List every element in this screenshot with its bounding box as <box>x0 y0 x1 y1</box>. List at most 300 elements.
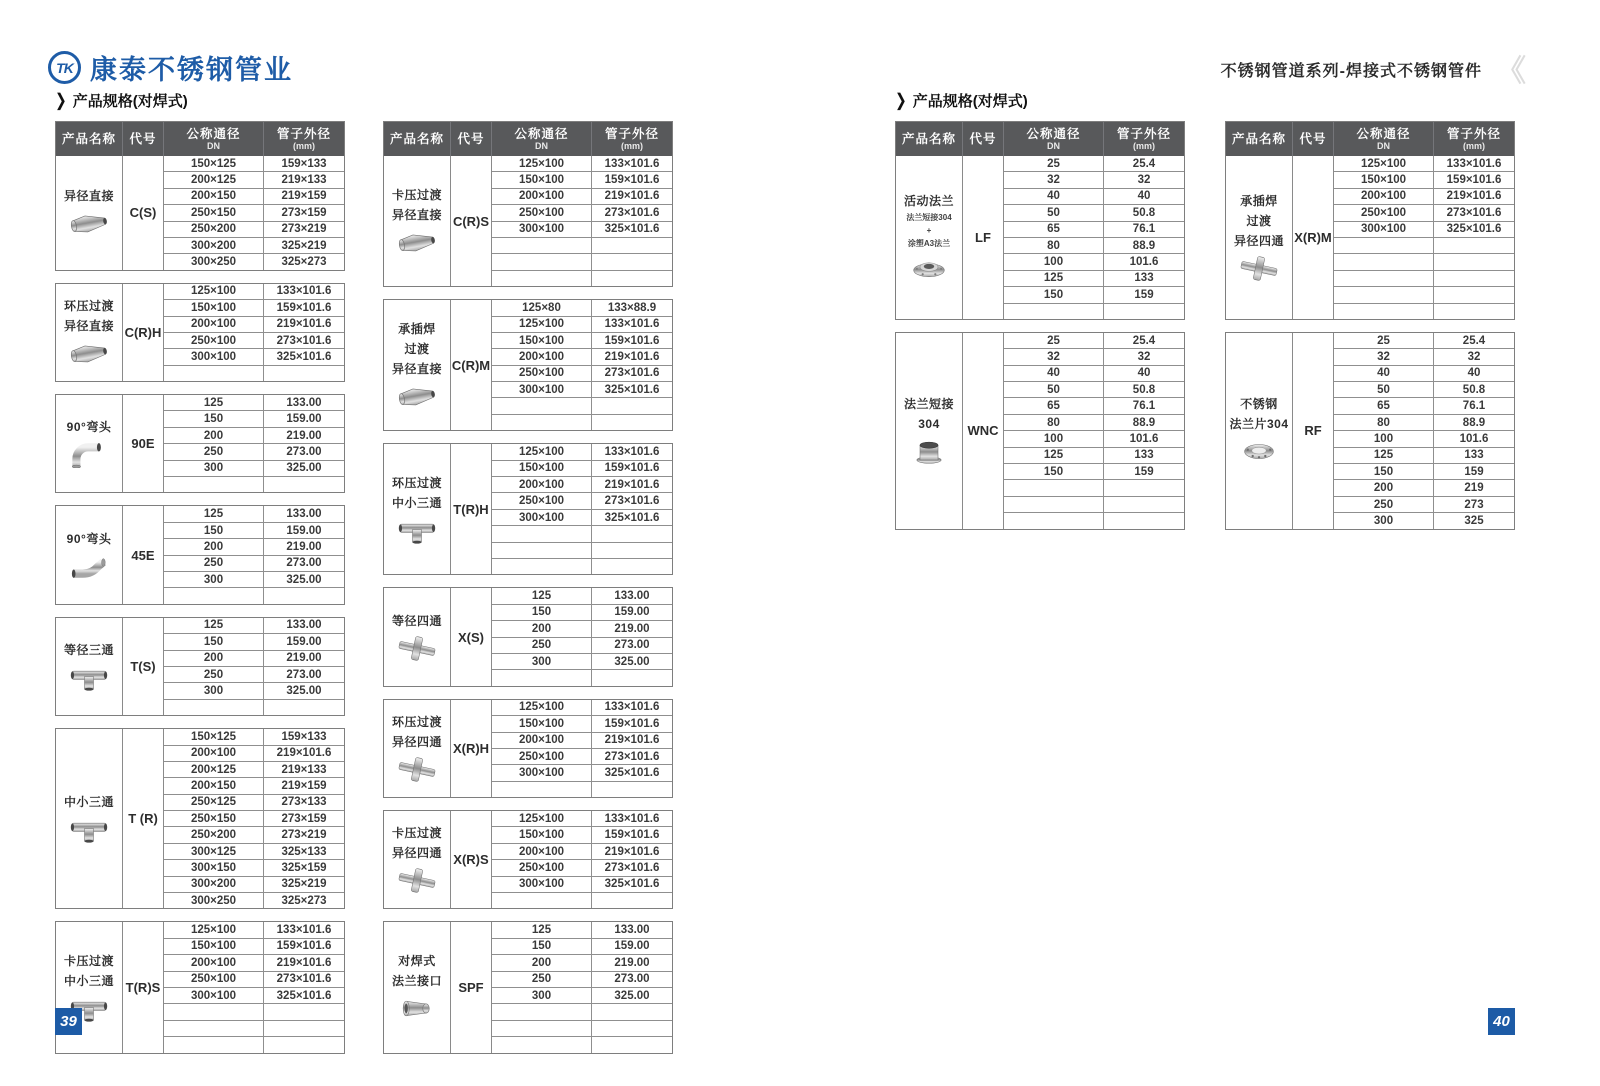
od-value <box>1434 238 1514 253</box>
dn-value: 250×150 <box>164 205 264 220</box>
od-value: 101.6 <box>1129 432 1159 445</box>
socket-flange-icon <box>397 995 437 1022</box>
table-row-empty <box>1334 287 1514 303</box>
product-name: 卡压过渡 <box>63 953 114 968</box>
od-value: 325×219 <box>281 239 327 252</box>
product-name: 等径三通 <box>63 642 114 657</box>
dn-value: 150 <box>1004 287 1104 302</box>
product-header-cell <box>56 122 123 156</box>
table-row-empty <box>492 271 672 286</box>
tee-icon <box>69 816 109 843</box>
od-value: 133 <box>1134 449 1154 462</box>
cross-icon <box>397 635 437 662</box>
dn-value <box>1334 304 1434 319</box>
od-value: 325×101.6 <box>1446 223 1502 236</box>
od-value: 325.00 <box>614 989 650 1002</box>
spec-table-body <box>384 156 672 286</box>
dn-value <box>1334 238 1434 253</box>
od-value: 325 <box>1464 514 1484 527</box>
od-value: 325×101.6 <box>604 223 660 236</box>
header-label: 公称通径 <box>1026 127 1081 141</box>
dn-header-cell <box>1004 122 1104 156</box>
product-name: 中小三通 <box>63 795 114 810</box>
dn-value <box>164 1021 264 1036</box>
product-subtitle: + <box>926 226 932 236</box>
dn-value: 50 <box>1334 382 1434 397</box>
table-row-empty <box>492 543 672 559</box>
page-number-left: 39 <box>55 1008 82 1035</box>
od-value: 159.00 <box>614 606 650 619</box>
code-header-cell <box>1293 122 1334 156</box>
table-row <box>492 477 672 493</box>
od-value: 325.00 <box>286 573 322 586</box>
od-value: 325×101.6 <box>604 511 660 524</box>
od-value: 133 <box>1134 272 1154 285</box>
od-value: 133×101.6 <box>604 157 660 170</box>
od-value: 325.00 <box>286 462 322 475</box>
od-value <box>592 398 672 413</box>
dn-value <box>492 893 592 908</box>
product-cell <box>1226 156 1293 319</box>
dn-value: 300×100 <box>492 510 592 525</box>
dn-value: 250 <box>164 556 264 571</box>
od-value <box>592 1004 672 1019</box>
dn-value: 250×125 <box>164 795 264 810</box>
dn-value: 200×100 <box>164 746 264 761</box>
table-row <box>1004 382 1184 398</box>
dn-value: 65 <box>1334 398 1434 413</box>
table-row <box>1334 349 1514 365</box>
spec-rows <box>492 588 672 685</box>
dn-value: 250×100 <box>492 860 592 875</box>
reducer-icon <box>397 383 437 410</box>
od-value: 88.9 <box>1132 416 1156 429</box>
od-value <box>592 254 672 269</box>
table-row <box>492 765 672 781</box>
table-row <box>164 762 344 778</box>
od-value: 133.00 <box>614 924 650 937</box>
table-row <box>164 411 344 427</box>
product-code: C(S) <box>123 156 164 270</box>
dn-value: 300 <box>164 461 264 476</box>
spec-table <box>55 121 345 271</box>
spec-rows <box>164 156 344 270</box>
od-value <box>592 670 672 685</box>
dn-value: 150 <box>492 939 592 954</box>
spec-table <box>383 699 673 798</box>
table-row <box>1004 349 1184 365</box>
table-row <box>1334 172 1514 188</box>
cross-icon <box>397 867 437 894</box>
spec-table-body <box>56 156 344 270</box>
od-value: 159×101.6 <box>276 940 332 953</box>
product-name: 异径直接 <box>63 318 114 333</box>
od-value: 133 <box>1464 449 1484 462</box>
od-value: 325×273 <box>281 256 327 269</box>
dn-value: 200×100 <box>164 317 264 332</box>
table-row <box>492 172 672 188</box>
table-row <box>1334 333 1514 349</box>
section-title-right-label: 产品规格(对焊式) <box>912 93 1028 110</box>
table-row <box>164 667 344 683</box>
spec-rows <box>164 922 344 1052</box>
product-code: X(R)M <box>1293 156 1334 319</box>
od-value: 76.1 <box>1462 400 1486 413</box>
dn-value: 200×100 <box>492 844 592 859</box>
od-value: 273×101.6 <box>604 495 660 508</box>
product-code: SPF <box>451 922 492 1052</box>
table-row <box>492 749 672 765</box>
table-row <box>1004 254 1184 270</box>
dn-value: 125 <box>1334 448 1434 463</box>
dn-value: 200 <box>492 955 592 970</box>
table-row <box>492 222 672 238</box>
spec-table-body <box>56 506 344 603</box>
od-value: 273×219 <box>281 829 327 842</box>
spec-table-body <box>384 811 672 908</box>
od-value: 133.00 <box>286 396 322 409</box>
od-value: 219×101.6 <box>604 350 660 363</box>
product-name: 异径四通 <box>391 846 442 861</box>
dn-value <box>492 398 592 413</box>
table-row <box>1004 366 1184 382</box>
header-label: 产品名称 <box>901 132 956 146</box>
od-value <box>1104 497 1184 512</box>
table-row <box>1334 448 1514 464</box>
spec-table-body <box>56 618 344 715</box>
product-name: 异径直接 <box>391 361 442 376</box>
arrow-icon: ❯ <box>895 89 907 110</box>
od-value: 273.00 <box>286 557 322 570</box>
dn-value: 300×200 <box>164 877 264 892</box>
product-code: T(R)S <box>123 922 164 1052</box>
spec-rows <box>164 284 344 381</box>
table-row <box>1004 156 1184 172</box>
table-row <box>164 284 344 300</box>
table-row <box>492 988 672 1004</box>
table-row-empty <box>492 415 672 430</box>
dn-value: 32 <box>1334 349 1434 364</box>
table-row <box>164 349 344 365</box>
dn-value: 150×100 <box>164 300 264 315</box>
table-row <box>492 827 672 843</box>
od-header-cell <box>264 122 344 156</box>
product-cell <box>384 300 451 430</box>
dn-value: 125 <box>1004 448 1104 463</box>
dn-value: 125×100 <box>492 700 592 715</box>
od-value: 273×101.6 <box>276 973 332 986</box>
table-row <box>1334 464 1514 480</box>
product-cell <box>384 444 451 574</box>
dn-value: 150 <box>164 634 264 649</box>
od-value: 32 <box>1467 350 1481 363</box>
od-value: 273×101.6 <box>1446 206 1502 219</box>
od-value: 159×133 <box>281 157 327 170</box>
od-value: 325×101.6 <box>604 878 660 891</box>
table-row <box>164 795 344 811</box>
od-value: 325.00 <box>286 685 322 698</box>
table-row <box>164 222 344 238</box>
dn-value: 65 <box>1004 222 1104 237</box>
spec-table-body <box>384 300 672 430</box>
dn-value: 125×80 <box>492 300 592 315</box>
table-row-empty <box>1334 304 1514 319</box>
dn-header-cell <box>492 122 592 156</box>
od-value: 273×101.6 <box>604 861 660 874</box>
spec-table <box>383 810 673 909</box>
dn-value: 200 <box>164 651 264 666</box>
table-row-empty <box>164 1021 344 1037</box>
spec-rows <box>1004 156 1184 319</box>
od-value: 219.00 <box>286 540 322 553</box>
spec-rows <box>164 506 344 603</box>
od-value: 325×101.6 <box>604 383 660 396</box>
spec-table-body <box>896 333 1184 529</box>
header-label: DN <box>1377 141 1390 151</box>
od-value: 273.00 <box>286 668 322 681</box>
dn-value: 300×100 <box>164 349 264 364</box>
table-row-empty <box>492 526 672 542</box>
dn-value: 250×200 <box>164 827 264 842</box>
dn-value: 100 <box>1004 431 1104 446</box>
product-code: T(S) <box>123 618 164 715</box>
table-row-empty <box>492 782 672 797</box>
tee-icon <box>397 517 437 544</box>
dn-value: 250×100 <box>492 366 592 381</box>
od-value: 273×159 <box>281 812 327 825</box>
od-value: 325×159 <box>281 861 327 874</box>
logo-monogram-icon: TK <box>48 51 81 84</box>
od-value: 219×101.6 <box>276 318 332 331</box>
od-value: 219×133 <box>281 174 327 187</box>
table-row <box>164 572 344 588</box>
od-value: 273.00 <box>286 445 322 458</box>
od-value: 219.00 <box>614 956 650 969</box>
od-value: 133×101.6 <box>1446 157 1502 170</box>
product-code: X(R)H <box>451 700 492 797</box>
section-title-left <box>55 90 188 111</box>
dn-value: 32 <box>1004 349 1104 364</box>
dn-value: 300 <box>164 572 264 587</box>
table-row <box>164 955 344 971</box>
header-label: (mm) <box>1463 141 1485 151</box>
table-row <box>164 877 344 893</box>
cross-icon <box>397 756 437 783</box>
table-row <box>1004 448 1184 464</box>
od-value: 76.1 <box>1132 400 1156 413</box>
table-row <box>164 618 344 634</box>
table-row-empty <box>1004 304 1184 319</box>
spec-table <box>383 921 673 1053</box>
tee-icon <box>69 664 109 691</box>
od-value <box>592 1037 672 1052</box>
dn-value: 40 <box>1334 366 1434 381</box>
spec-table-body <box>384 700 672 797</box>
product-code: X(R)S <box>451 811 492 908</box>
spec-table <box>55 394 345 493</box>
product-name: 卡压过渡 <box>391 826 442 841</box>
table-row <box>164 634 344 650</box>
dn-value: 200×100 <box>1334 189 1434 204</box>
spec-table-body <box>384 922 672 1052</box>
header-label: (mm) <box>621 141 643 151</box>
product-cell <box>896 333 963 529</box>
product-code: C(R)H <box>123 284 164 381</box>
dn-value: 150×125 <box>164 156 264 171</box>
od-value: 273×219 <box>281 223 327 236</box>
header-label: 代号 <box>1299 132 1327 146</box>
table-row <box>492 349 672 365</box>
dn-value <box>164 477 264 492</box>
spec-table-body <box>56 395 344 492</box>
table-row-empty <box>1004 480 1184 496</box>
table-row <box>1334 513 1514 528</box>
od-value: 101.6 <box>1459 432 1489 445</box>
od-value: 159×133 <box>281 730 327 743</box>
dn-value: 250×150 <box>164 811 264 826</box>
od-value: 325×133 <box>281 845 327 858</box>
dn-value: 150×100 <box>492 333 592 348</box>
header-label: 代号 <box>129 132 157 146</box>
table-row-empty <box>492 238 672 254</box>
table-row <box>164 395 344 411</box>
dn-value: 150×100 <box>492 461 592 476</box>
table-row <box>164 556 344 572</box>
table-row <box>492 860 672 876</box>
spec-table <box>383 299 673 431</box>
dn-value: 125×100 <box>164 284 264 299</box>
spec-table-body <box>896 156 1184 319</box>
table-row <box>164 300 344 316</box>
dn-value: 125 <box>492 922 592 937</box>
dn-value: 200 <box>164 539 264 554</box>
od-value: 273.00 <box>614 973 650 986</box>
product-code: LF <box>963 156 1004 319</box>
od-value <box>1434 304 1514 319</box>
od-value: 219×133 <box>281 763 327 776</box>
table-row <box>492 300 672 316</box>
dn-value: 40 <box>1004 366 1104 381</box>
dn-value: 250×100 <box>164 333 264 348</box>
dn-value: 250 <box>164 667 264 682</box>
od-value: 325×101.6 <box>276 989 332 1002</box>
table-row <box>1004 398 1184 414</box>
table-row <box>492 317 672 333</box>
od-value: 273 <box>1464 498 1484 511</box>
table-row <box>492 621 672 637</box>
table-row <box>164 172 344 188</box>
header-label: DN <box>1047 141 1060 151</box>
dn-value: 300×100 <box>492 382 592 397</box>
od-value: 88.9 <box>1462 416 1486 429</box>
dn-value: 250×200 <box>164 222 264 237</box>
dn-value: 250×100 <box>492 493 592 508</box>
table-row-empty <box>492 1037 672 1052</box>
dn-value: 250 <box>1334 497 1434 512</box>
dn-value <box>492 1037 592 1052</box>
dn-value: 300 <box>1334 513 1434 528</box>
table-row <box>164 939 344 955</box>
od-value: 219×101.6 <box>604 845 660 858</box>
header-label: 管子外径 <box>1446 127 1501 141</box>
od-value: 159×101.6 <box>604 717 660 730</box>
table-row <box>164 317 344 333</box>
od-value <box>592 1021 672 1036</box>
dn-value: 150 <box>164 523 264 538</box>
od-value <box>264 477 344 492</box>
header-label: (mm) <box>1133 141 1155 151</box>
product-code: T (R) <box>123 729 164 908</box>
dn-value <box>1334 271 1434 286</box>
section-title-left-label: 产品规格(对焊式) <box>72 93 188 110</box>
arrow-icon: ❯ <box>55 89 67 110</box>
product-cell <box>56 618 123 715</box>
spec-table <box>55 617 345 716</box>
spec-table <box>1225 121 1515 320</box>
od-value: 273×159 <box>281 206 327 219</box>
dn-value <box>164 366 264 381</box>
product-code: 45E <box>123 506 164 603</box>
table-row-empty <box>492 1004 672 1020</box>
series-title: 不锈钢管道系列-焊接式不锈钢管件 <box>1220 63 1482 80</box>
od-value: 159×101.6 <box>604 829 660 842</box>
od-value: 219×101.6 <box>1446 190 1502 203</box>
od-header-cell <box>1104 122 1184 156</box>
product-code: WNC <box>963 333 1004 529</box>
dn-value: 150 <box>1334 464 1434 479</box>
product-name: 卡压过渡 <box>391 187 442 202</box>
dn-value: 300 <box>492 654 592 669</box>
table-row <box>492 922 672 938</box>
spec-table <box>383 121 673 287</box>
table-row <box>492 333 672 349</box>
dn-header-cell <box>164 122 264 156</box>
table-row <box>492 605 672 621</box>
table-row <box>164 988 344 1004</box>
table-row-empty <box>164 700 344 715</box>
dn-value: 300×100 <box>1334 222 1434 237</box>
od-value: 219.00 <box>286 429 322 442</box>
table-row <box>492 366 672 382</box>
dn-value: 125 <box>164 618 264 633</box>
od-value: 159.00 <box>286 413 322 426</box>
page-number-right: 40 <box>1488 1008 1515 1035</box>
product-name: 法兰短接 <box>903 397 954 412</box>
od-value: 133.00 <box>614 590 650 603</box>
table-row <box>164 972 344 988</box>
table-column-4 <box>1225 121 1515 542</box>
dn-value: 250×100 <box>1334 205 1434 220</box>
product-name: 中小三通 <box>391 495 442 510</box>
product-name: 活动法兰 <box>903 194 954 209</box>
dn-value: 80 <box>1334 415 1434 430</box>
od-value <box>592 559 672 574</box>
od-value: 219×101.6 <box>276 956 332 969</box>
table-row <box>492 444 672 460</box>
dn-value: 200×125 <box>164 172 264 187</box>
spec-table <box>55 283 345 382</box>
od-value: 133×101.6 <box>604 812 660 825</box>
table-row <box>1004 205 1184 221</box>
table-row <box>492 205 672 221</box>
spec-table-body <box>1226 156 1514 319</box>
dn-value <box>492 271 592 286</box>
od-value: 133×101.6 <box>604 445 660 458</box>
dn-value: 300×100 <box>492 877 592 892</box>
code-header-cell <box>963 122 1004 156</box>
product-cell <box>56 506 123 603</box>
od-value: 325×273 <box>281 894 327 907</box>
